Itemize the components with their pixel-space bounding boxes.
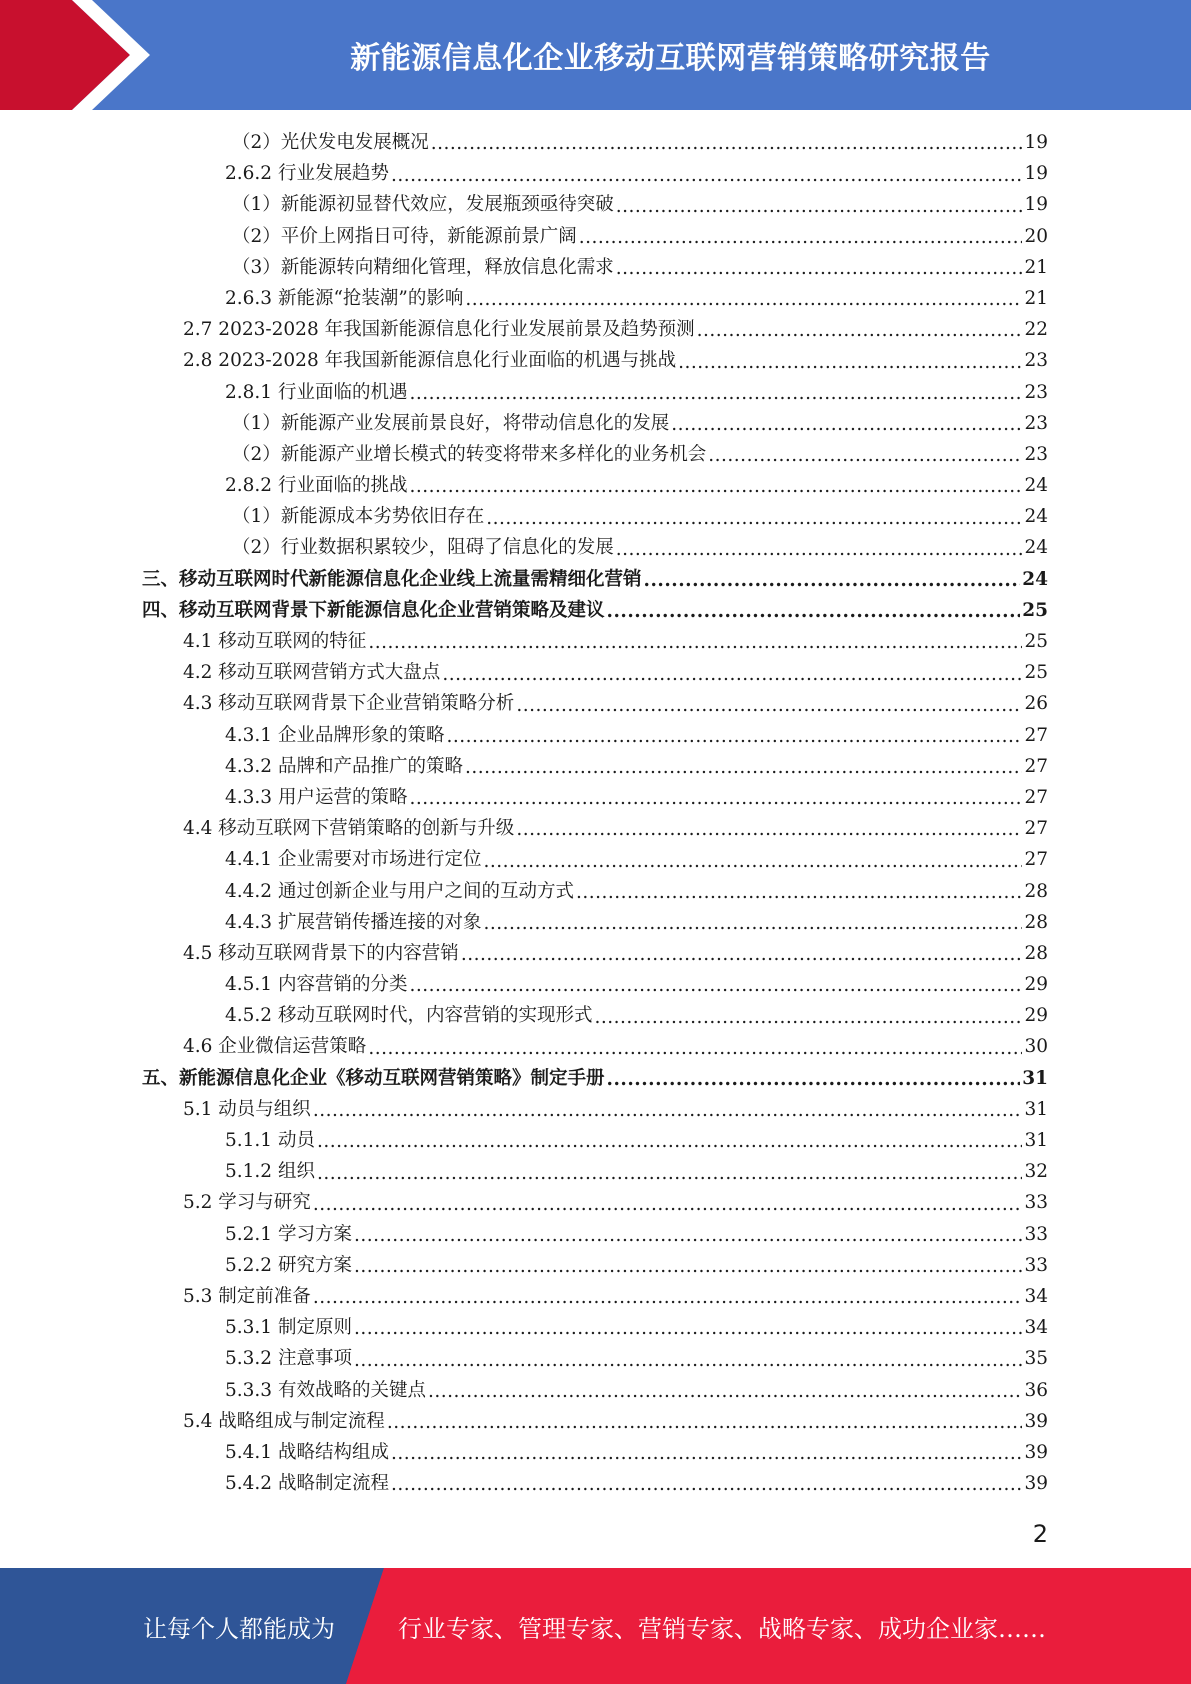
toc-entry-label: 4.4.2 通过创新企业与用户之间的互动方式 bbox=[225, 880, 574, 902]
toc-dot-leader bbox=[579, 230, 1023, 249]
toc-entry[interactable] bbox=[0, 938, 1191, 969]
toc-entry-page: 39 bbox=[1024, 1410, 1048, 1432]
page-footer bbox=[0, 1568, 1191, 1684]
toc-entry-label: 4.5 移动互联网背景下的内容营销 bbox=[183, 942, 459, 964]
toc-dot-leader bbox=[461, 947, 1023, 966]
toc-entry-page: 27 bbox=[1024, 818, 1048, 840]
toc-entry-page: 24 bbox=[1024, 506, 1048, 528]
toc-dot-leader bbox=[644, 573, 1021, 592]
toc-entry-page: 33 bbox=[1024, 1192, 1048, 1214]
toc-entry[interactable] bbox=[0, 1312, 1191, 1343]
footer-slogan-right: 行业专家、管理专家、营销专家、战略专家、成功企业家…… bbox=[398, 1614, 1046, 1643]
toc-dot-leader bbox=[616, 542, 1023, 561]
toc-dot-leader bbox=[409, 386, 1022, 405]
toc-dot-leader bbox=[594, 1010, 1022, 1029]
toc-entry-page: 29 bbox=[1024, 1005, 1048, 1027]
toc-dot-leader bbox=[708, 448, 1022, 467]
toc-entry-page: 23 bbox=[1024, 443, 1048, 465]
toc-dot-leader bbox=[516, 698, 1022, 717]
toc-entry[interactable] bbox=[0, 532, 1191, 563]
toc-entry[interactable] bbox=[0, 314, 1191, 345]
toc-entry-label: 4.3.1 企业品牌形象的策略 bbox=[225, 724, 445, 746]
toc-entry-label: 5.1.1 动员 bbox=[225, 1130, 315, 1151]
toc-entry-page: 31 bbox=[1024, 1130, 1048, 1151]
toc-entry-page: 28 bbox=[1024, 911, 1048, 933]
toc-entry-label: （3）新能源转向精细化管理，释放信息化需求 bbox=[232, 256, 614, 278]
toc-entry-page: 23 bbox=[1024, 381, 1048, 403]
toc-entry[interactable] bbox=[0, 439, 1191, 470]
toc-dot-leader bbox=[409, 978, 1022, 997]
toc-entry-label: 2.7 2023-2028 年我国新能源信息化行业发展前景及趋势预测 bbox=[183, 319, 695, 341]
toc-entry-page: 24 bbox=[1024, 537, 1048, 559]
toc-entry-label: 4.5.1 内容营销的分类 bbox=[225, 974, 408, 996]
toc-entry-label: 5.4.2 战略制定流程 bbox=[225, 1473, 389, 1495]
toc-entry-page: 21 bbox=[1024, 287, 1048, 309]
toc-entry-label: （1）新能源产业发展前景良好，将带动信息化的发展 bbox=[232, 412, 670, 434]
toc-entry-label: 5.2.1 学习方案 bbox=[225, 1223, 352, 1245]
toc-dot-leader bbox=[465, 760, 1022, 779]
toc-dot-leader bbox=[697, 323, 1023, 342]
toc-entry[interactable] bbox=[0, 564, 1191, 595]
toc-entry[interactable] bbox=[0, 1468, 1191, 1499]
report-title: 新能源信息化企业移动互联网营销策略研究报告 bbox=[350, 41, 991, 76]
toc-entry[interactable] bbox=[0, 221, 1191, 252]
toc-entry-label: 2.6.2 行业发展趋势 bbox=[225, 163, 389, 185]
toc-entry[interactable] bbox=[0, 595, 1191, 626]
toc-dot-leader bbox=[486, 511, 1022, 530]
toc-dot-leader bbox=[465, 292, 1022, 311]
toc-entry-page: 24 bbox=[1024, 475, 1048, 497]
toc-entry-page: 27 bbox=[1024, 755, 1048, 777]
toc-entry[interactable] bbox=[0, 470, 1191, 501]
toc-entry-label: （2）平价上网指日可待，新能源前景广阔 bbox=[232, 225, 577, 247]
toc-entry-label: 4.6 企业微信运营策略 bbox=[183, 1036, 367, 1058]
toc-dot-leader bbox=[607, 604, 1021, 623]
toc-entry-page: 39 bbox=[1024, 1441, 1048, 1463]
toc-entry[interactable] bbox=[0, 283, 1191, 314]
toc-entry-label: 5.4.1 战略结构组成 bbox=[225, 1441, 389, 1463]
toc-entry-label: （1）新能源初显替代效应，发展瓶颈亟待突破 bbox=[232, 194, 614, 216]
toc-entry-page: 20 bbox=[1024, 225, 1048, 247]
toc-entry[interactable] bbox=[0, 252, 1191, 283]
toc-entry-label: （2）行业数据积累较少，阻碍了信息化的发展 bbox=[232, 537, 614, 559]
toc-entry-page: 23 bbox=[1024, 412, 1048, 434]
toc-entry-label: 五、新能源信息化企业《移动互联网营销策略》制定手册 bbox=[142, 1067, 605, 1089]
toc-dot-leader bbox=[391, 1477, 1022, 1496]
toc-entry[interactable] bbox=[0, 657, 1191, 688]
toc-entry-label: 2.8.2 行业面临的挑战 bbox=[225, 475, 408, 497]
toc-entry-page: 28 bbox=[1024, 942, 1048, 964]
toc-dot-leader bbox=[368, 635, 1022, 654]
toc-dot-leader bbox=[576, 885, 1022, 904]
table-of-contents bbox=[0, 127, 1191, 1499]
toc-entry[interactable] bbox=[0, 1219, 1191, 1250]
toc-entry[interactable] bbox=[0, 158, 1191, 189]
toc-entry-label: 4.3 移动互联网背景下企业营销策略分析 bbox=[183, 693, 515, 715]
toc-dot-leader bbox=[446, 729, 1022, 748]
toc-dot-leader bbox=[671, 417, 1022, 436]
toc-entry[interactable] bbox=[0, 1000, 1191, 1031]
toc-entry[interactable] bbox=[0, 1406, 1191, 1437]
toc-entry[interactable] bbox=[0, 1187, 1191, 1218]
toc-entry-label: （2）新能源产业增长模式的转变将带来多样化的业务机会 bbox=[232, 443, 707, 465]
toc-entry-page: 39 bbox=[1024, 1473, 1048, 1495]
toc-entry-page: 30 bbox=[1024, 1036, 1048, 1058]
toc-dot-leader bbox=[391, 1446, 1022, 1465]
toc-entry[interactable] bbox=[0, 876, 1191, 907]
toc-entry-page: 32 bbox=[1024, 1161, 1048, 1183]
toc-entry-label: （2）光伏发电发展概况 bbox=[232, 132, 429, 153]
header-chevron-decoration bbox=[0, 0, 200, 110]
toc-entry[interactable] bbox=[0, 688, 1191, 719]
toc-entry-label: 4.3.2 品牌和产品推广的策略 bbox=[225, 755, 463, 777]
toc-entry-page: 25 bbox=[1024, 662, 1048, 684]
toc-entry[interactable] bbox=[0, 969, 1191, 1000]
toc-entry[interactable] bbox=[0, 1375, 1191, 1406]
toc-entry-page: 24 bbox=[1022, 568, 1048, 590]
toc-dot-leader bbox=[607, 1072, 1021, 1091]
toc-entry[interactable] bbox=[0, 813, 1191, 844]
toc-entry-page: 19 bbox=[1024, 163, 1048, 185]
toc-dot-leader bbox=[616, 261, 1023, 280]
toc-entry-label: 5.3 制定前准备 bbox=[183, 1285, 311, 1307]
toc-entry[interactable] bbox=[0, 189, 1191, 220]
toc-dot-leader bbox=[313, 1290, 1023, 1309]
toc-dot-leader bbox=[313, 1103, 1023, 1122]
toc-entry-page: 35 bbox=[1024, 1348, 1048, 1370]
footer-slogan-left: 让每个人都能成为 bbox=[143, 1614, 335, 1643]
toc-entry-page: 36 bbox=[1024, 1379, 1048, 1401]
toc-entry-label: 5.1.2 组织 bbox=[225, 1161, 315, 1183]
toc-entry[interactable] bbox=[0, 127, 1191, 158]
toc-entry-page: 25 bbox=[1024, 631, 1048, 652]
toc-entry[interactable] bbox=[0, 1094, 1191, 1125]
toc-entry[interactable] bbox=[0, 408, 1191, 439]
toc-entry-label: 4.4.3 扩展营销传播连接的对象 bbox=[225, 911, 482, 933]
toc-entry-label: 5.2.2 研究方案 bbox=[225, 1254, 352, 1276]
toc-entry[interactable] bbox=[0, 1063, 1191, 1094]
toc-entry-label: 4.4 移动互联网下营销策略的创新与升级 bbox=[183, 818, 515, 840]
toc-dot-leader bbox=[354, 1321, 1023, 1340]
toc-entry-page: 34 bbox=[1024, 1285, 1048, 1307]
toc-dot-leader bbox=[409, 791, 1022, 810]
toc-entry-label: 四、移动互联网背景下新能源信息化企业营销策略及建议 bbox=[142, 599, 605, 621]
toc-entry[interactable] bbox=[0, 377, 1191, 408]
toc-entry-label: 4.3.3 用户运营的策略 bbox=[225, 786, 408, 808]
toc-dot-leader bbox=[428, 1384, 1022, 1403]
toc-entry-page: 31 bbox=[1022, 1067, 1048, 1089]
toc-entry[interactable] bbox=[0, 626, 1191, 657]
toc-entry-label: （1）新能源成本劣势依旧存在 bbox=[232, 506, 485, 528]
toc-entry-page: 27 bbox=[1024, 786, 1048, 808]
page-number: 2 bbox=[1032, 1520, 1048, 1548]
toc-entry-page: 27 bbox=[1024, 724, 1048, 746]
toc-entry-label: 4.1 移动互联网的特征 bbox=[183, 631, 367, 652]
toc-entry-page: 33 bbox=[1024, 1223, 1048, 1245]
toc-entry-page: 34 bbox=[1024, 1317, 1048, 1339]
toc-entry[interactable] bbox=[0, 1156, 1191, 1187]
toc-dot-leader bbox=[616, 199, 1023, 218]
toc-entry-label: 2.8.1 行业面临的机遇 bbox=[225, 381, 408, 403]
toc-entry[interactable] bbox=[0, 844, 1191, 875]
toc-entry-label: 5.3.2 注意事项 bbox=[225, 1348, 352, 1370]
toc-entry-page: 22 bbox=[1024, 319, 1048, 341]
toc-entry-label: 2.6.3 新能源“抢装潮”的影响 bbox=[225, 287, 464, 309]
toc-dot-leader bbox=[354, 1259, 1023, 1278]
toc-entry[interactable] bbox=[0, 1343, 1191, 1374]
toc-entry[interactable] bbox=[0, 1031, 1191, 1062]
toc-entry[interactable] bbox=[0, 1250, 1191, 1281]
toc-entry[interactable] bbox=[0, 1281, 1191, 1312]
toc-dot-leader bbox=[442, 667, 1022, 686]
toc-entry[interactable] bbox=[0, 751, 1191, 782]
toc-entry-page: 23 bbox=[1024, 350, 1048, 372]
toc-entry-label: 5.3.3 有效战略的关键点 bbox=[225, 1379, 426, 1401]
toc-dot-leader bbox=[409, 479, 1022, 498]
toc-entry-page: 33 bbox=[1024, 1254, 1048, 1276]
toc-entry-page: 19 bbox=[1024, 132, 1048, 153]
toc-dot-leader bbox=[317, 1134, 1023, 1153]
toc-dot-leader bbox=[678, 355, 1022, 374]
toc-entry-label: 4.4.1 企业需要对市场进行定位 bbox=[225, 849, 482, 871]
toc-entry[interactable] bbox=[0, 1125, 1191, 1156]
toc-entry[interactable] bbox=[0, 907, 1191, 938]
toc-dot-leader bbox=[368, 1041, 1022, 1060]
toc-dot-leader bbox=[516, 822, 1022, 841]
toc-dot-leader bbox=[317, 1166, 1023, 1185]
toc-dot-leader bbox=[354, 1228, 1023, 1247]
toc-dot-leader bbox=[431, 136, 1023, 155]
toc-entry-label: 4.5.2 移动互联网时代，内容营销的实现形式 bbox=[225, 1005, 593, 1027]
toc-entry[interactable] bbox=[0, 720, 1191, 751]
toc-entry-label: 三、移动互联网时代新能源信息化企业线上流量需精细化营销 bbox=[142, 568, 642, 590]
toc-entry-page: 26 bbox=[1024, 693, 1048, 715]
toc-entry[interactable] bbox=[0, 782, 1191, 813]
toc-entry-label: 4.2 移动互联网营销方式大盘点 bbox=[183, 662, 441, 684]
toc-dot-leader bbox=[391, 168, 1022, 187]
toc-entry-label: 5.4 战略组成与制定流程 bbox=[183, 1410, 385, 1432]
toc-entry-label: 5.1 动员与组织 bbox=[183, 1098, 311, 1120]
toc-dot-leader bbox=[483, 854, 1022, 873]
toc-entry-page: 31 bbox=[1024, 1098, 1048, 1120]
toc-entry-page: 28 bbox=[1024, 880, 1048, 902]
toc-entry-page: 25 bbox=[1022, 599, 1048, 621]
toc-entry-page: 29 bbox=[1024, 974, 1048, 996]
toc-entry[interactable] bbox=[0, 345, 1191, 376]
toc-entry-page: 27 bbox=[1024, 849, 1048, 871]
toc-entry[interactable] bbox=[0, 1437, 1191, 1468]
toc-dot-leader bbox=[354, 1353, 1023, 1372]
toc-dot-leader bbox=[483, 916, 1022, 935]
toc-entry-label: 5.2 学习与研究 bbox=[183, 1192, 311, 1214]
toc-dot-leader bbox=[313, 1197, 1023, 1216]
page-header bbox=[0, 0, 1191, 110]
toc-entry[interactable] bbox=[0, 501, 1191, 532]
toc-entry-page: 19 bbox=[1024, 194, 1048, 216]
toc-entry-label: 5.3.1 制定原则 bbox=[225, 1317, 352, 1339]
toc-entry-label: 2.8 2023-2028 年我国新能源信息化行业面临的机遇与挑战 bbox=[183, 350, 677, 372]
toc-dot-leader bbox=[387, 1415, 1023, 1434]
toc-entry-page: 21 bbox=[1024, 256, 1048, 278]
